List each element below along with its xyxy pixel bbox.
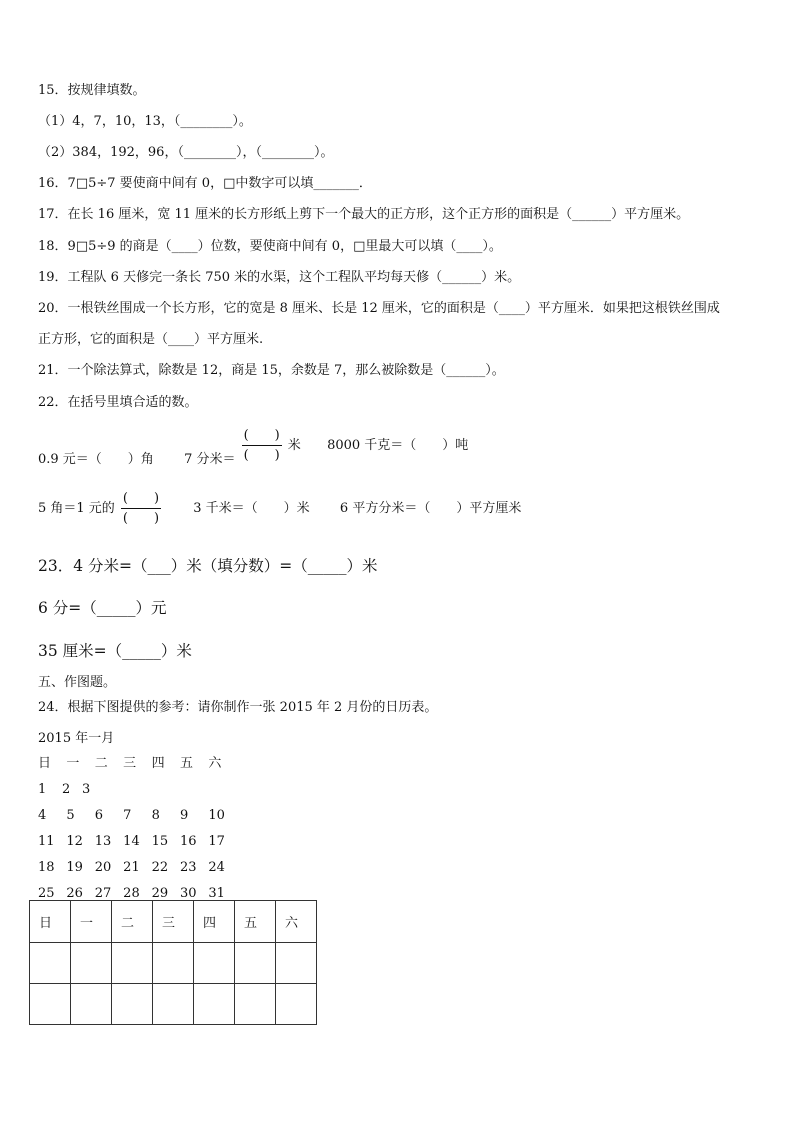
calendar-weekday: 一 xyxy=(66,756,80,771)
q22-b-fraction xyxy=(242,426,282,465)
table-header-row xyxy=(30,901,317,943)
calendar-day: 10 xyxy=(208,808,225,823)
calendar-weekday: 四 xyxy=(151,756,165,771)
q22-title: 22．在括号里填合适的数。 xyxy=(38,395,198,410)
calendar-weekday: 三 xyxy=(123,756,137,771)
q23-line2: 6 分=（_____）元 xyxy=(38,599,167,617)
q20-line2: 正方形，它的面积是（____）平方厘米. xyxy=(38,332,264,347)
calendar-day: 24 xyxy=(208,860,225,875)
calendar-title: 2015 年一月 xyxy=(38,731,115,746)
q17: 17．在长 16 厘米，宽 11 厘米的长方形纸上剪下一个最大的正方形，这个正方形的面积是（______）平方厘米。 xyxy=(38,207,690,222)
calendar-day: 20 xyxy=(94,860,112,875)
calendar-day: 27 xyxy=(94,886,112,901)
calendar-day: 5 xyxy=(66,808,75,823)
blank-calendar-table xyxy=(29,900,317,1025)
calendar-day: 4 xyxy=(38,808,47,823)
section-5-title: 五、作图题。 xyxy=(38,675,117,690)
table-cell[interactable] xyxy=(276,943,317,984)
q22-b-numerator: ( ) xyxy=(243,428,280,443)
calendar-day: 7 xyxy=(123,808,132,823)
calendar-week-row xyxy=(38,781,110,799)
calendar-day: 21 xyxy=(123,860,140,875)
q22-d-numerator: ( ) xyxy=(122,491,160,506)
table-header-cell: 四 xyxy=(194,901,235,943)
calendar-day: 9 xyxy=(179,808,189,823)
table-header-cell: 一 xyxy=(71,901,112,943)
q16: 16．7□5÷7 要使商中间有 0，□中数字可以填_______． xyxy=(38,176,372,191)
calendar-day: 23 xyxy=(179,860,197,875)
calendar-day: 3 xyxy=(82,782,91,797)
calendar-day: 19 xyxy=(66,860,83,875)
q22-row2 xyxy=(38,489,521,528)
table-cell[interactable] xyxy=(194,943,235,984)
calendar-week-row xyxy=(38,859,237,877)
table-cell[interactable] xyxy=(276,984,317,1025)
calendar-week-row xyxy=(38,833,237,851)
table-cell[interactable] xyxy=(153,943,194,984)
table-cell[interactable] xyxy=(71,984,112,1025)
q15-title: 15．按规律填数。 xyxy=(38,83,146,98)
calendar-day: 14 xyxy=(123,834,140,849)
q21: 21．一个除法算式，除数是 12，商是 15，余数是 7，那么被除数是（______）。 xyxy=(38,363,505,378)
table-header-cell: 五 xyxy=(235,901,276,943)
calendar-weekday-row xyxy=(38,755,237,773)
table-cell[interactable] xyxy=(30,943,71,984)
calendar-day: 31 xyxy=(208,886,225,901)
q24: 24．根据下图提供的参考：请你制作一张 2015 年 2 月份的日历表。 xyxy=(38,700,438,715)
q22-d-fraction xyxy=(121,489,161,528)
table-row xyxy=(30,984,317,1025)
calendar-weekday: 日 xyxy=(38,756,52,771)
calendar-day: 28 xyxy=(123,886,140,901)
calendar-day: 22 xyxy=(151,860,169,875)
calendar-day: 30 xyxy=(179,886,197,901)
table-cell[interactable] xyxy=(194,984,235,1025)
table-header-cell: 三 xyxy=(153,901,194,943)
calendar-day: 6 xyxy=(94,808,104,823)
q22-f: 6 平方分米＝（ ）平方厘米 xyxy=(339,501,522,516)
table-header-cell: 日 xyxy=(30,901,71,943)
calendar-day: 15 xyxy=(151,834,169,849)
calendar-day: 16 xyxy=(179,834,197,849)
table-header-cell: 二 xyxy=(112,901,153,943)
table-header-cell: 六 xyxy=(276,901,317,943)
calendar-day: 29 xyxy=(151,886,169,901)
q22-d-pre: 5 角＝1 元的 xyxy=(38,501,115,516)
calendar-day: 1 xyxy=(38,782,47,797)
calendar-day: 17 xyxy=(208,834,225,849)
table-row xyxy=(30,943,317,984)
calendar-week-row xyxy=(38,807,237,825)
q22-row1 xyxy=(38,426,468,465)
calendar-day: 12 xyxy=(66,834,83,849)
calendar-day: 26 xyxy=(66,886,83,901)
q22-b-denominator: ( ) xyxy=(243,448,280,463)
calendar-day: 13 xyxy=(94,834,112,849)
calendar-weekday: 二 xyxy=(94,756,108,771)
q22-b-post: 米 xyxy=(287,438,301,453)
table-cell[interactable] xyxy=(235,943,276,984)
table-cell[interactable] xyxy=(153,984,194,1025)
table-cell[interactable] xyxy=(71,943,112,984)
calendar-weekday: 六 xyxy=(208,756,222,771)
table-cell[interactable] xyxy=(112,943,153,984)
calendar-day: 8 xyxy=(151,808,160,823)
calendar-day: 25 xyxy=(38,886,55,901)
q22-a: 0.9 元＝（ ）角 xyxy=(38,452,154,467)
q15-part1: （1）4，7，10，13，（________）。 xyxy=(38,114,252,129)
q20-line1: 20．一根铁丝围成一个长方形，它的宽是 8 厘米、长是 12 厘米，它的面积是（____）平方厘米．如果把这根铁丝围成 xyxy=(38,301,720,316)
q22-b-pre: 7 分米＝ xyxy=(184,452,236,467)
calendar-day: 2 xyxy=(62,782,71,797)
q22-c: 8000 千克＝（ ）吨 xyxy=(327,438,469,453)
q23-line1: 23．4 分米=（___）米（填分数）=（_____）米 xyxy=(38,557,378,575)
q15-part2: （2）384，192，96，（________），（________）。 xyxy=(38,145,334,160)
q18: 18．9□5÷9 的商是（____）位数，要使商中间有 0，□里最大可以填（____）。 xyxy=(38,239,502,254)
table-cell[interactable] xyxy=(112,984,153,1025)
q22-e: 3 千米＝（ ）米 xyxy=(193,501,310,516)
q19: 19．工程队 6 天修完一条长 750 米的水渠，这个工程队平均每天修（______）米。 xyxy=(38,270,521,285)
calendar-weekday: 五 xyxy=(179,756,193,771)
q23-line3: 35 厘米=（_____）米 xyxy=(38,642,192,660)
calendar-day: 11 xyxy=(38,834,55,849)
calendar-day: 18 xyxy=(38,860,55,875)
table-cell[interactable] xyxy=(30,984,71,1025)
table-cell[interactable] xyxy=(235,984,276,1025)
q22-d-denominator: ( ) xyxy=(122,511,160,526)
